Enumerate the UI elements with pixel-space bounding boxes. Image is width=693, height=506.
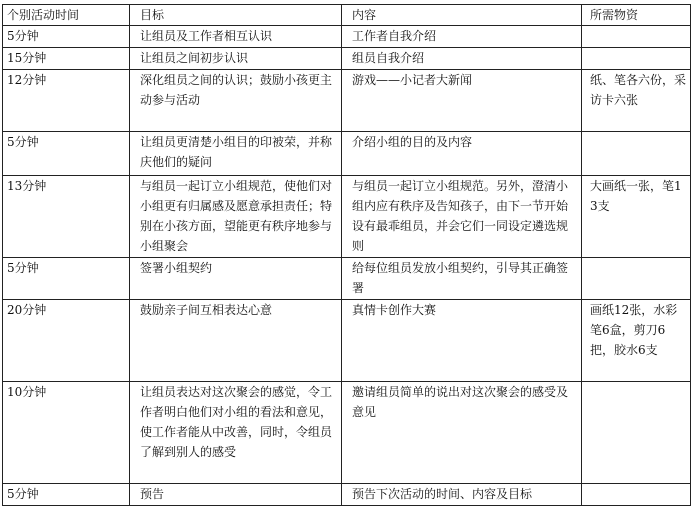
cell-materials — [582, 48, 691, 70]
cell-goal: 签署小组契约 — [130, 258, 342, 300]
cell-goal: 鼓励亲子间互相表达心意 — [130, 300, 342, 382]
cell-time: 5分钟 — [3, 258, 130, 300]
cell-materials: 大画纸一张，笔13支 — [582, 176, 691, 258]
cell-content: 真情卡创作大赛 — [342, 300, 582, 382]
cell-content: 介绍小组的目的及内容 — [342, 132, 582, 176]
cell-time: 5分钟 — [3, 26, 130, 48]
cell-goal: 深化组员之间的认识；鼓励小孩更主动参与活动 — [130, 70, 342, 132]
cell-materials — [582, 26, 691, 48]
cell-content: 预告下次活动的时间、内容及目标 — [342, 484, 582, 506]
table-row — [3, 382, 691, 484]
header-content: 内容 — [342, 5, 582, 26]
cell-content: 给每位组员发放小组契约，引导其正确签署 — [342, 258, 582, 300]
table-row — [3, 70, 691, 132]
header-materials: 所需物资 — [582, 5, 691, 26]
table-row — [3, 48, 691, 70]
cell-goal: 与组员一起订立小组规范，使他们对小组更有归属感及愿意承担责任；特别在小孩方面，望能更有秩序地参与小组聚会 — [130, 176, 342, 258]
cell-time: 13分钟 — [3, 176, 130, 258]
cell-time: 5分钟 — [3, 484, 130, 506]
header-time: 个别活动时间 — [3, 5, 130, 26]
activity-schedule-table — [2, 4, 691, 506]
table-row — [3, 484, 691, 506]
cell-goal: 预告 — [130, 484, 342, 506]
cell-materials: 画纸12张，水彩笔6盒，剪刀6把，胶水6支 — [582, 300, 691, 382]
cell-materials: 纸、笔各六份，采访卡六张 — [582, 70, 691, 132]
cell-materials — [582, 484, 691, 506]
cell-content: 工作者自我介绍 — [342, 26, 582, 48]
table-row — [3, 176, 691, 258]
cell-materials — [582, 382, 691, 484]
cell-time: 10分钟 — [3, 382, 130, 484]
cell-time: 5分钟 — [3, 132, 130, 176]
cell-time: 12分钟 — [3, 70, 130, 132]
table-header-row — [3, 5, 691, 26]
cell-content: 组员自我介绍 — [342, 48, 582, 70]
header-goal: 目标 — [130, 5, 342, 26]
cell-goal: 让组员及工作者相互认识 — [130, 26, 342, 48]
table-row — [3, 26, 691, 48]
table-row — [3, 258, 691, 300]
cell-materials — [582, 258, 691, 300]
cell-goal: 让组员更清楚小组目的印被荣，并称庆他们的疑问 — [130, 132, 342, 176]
cell-time: 15分钟 — [3, 48, 130, 70]
cell-content: 邀请组员简单的说出对这次聚会的感受及意见 — [342, 382, 582, 484]
cell-content: 与组员一起订立小组规范。另外，澄清小组内应有秩序及告知孩子，由下一节开始设有最乖组员，并会它们一同设定遴选规则 — [342, 176, 582, 258]
cell-goal: 让组员表达对这次聚会的感觉，令工作者明白他们对小组的看法和意见，使工作者能从中改善，同时，令组员了解到别人的感受 — [130, 382, 342, 484]
cell-goal: 让组员之间初步认识 — [130, 48, 342, 70]
table-row — [3, 132, 691, 176]
table-row — [3, 300, 691, 382]
cell-materials — [582, 132, 691, 176]
table-body — [3, 26, 691, 506]
cell-content: 游戏——小记者大新闻 — [342, 70, 582, 132]
cell-time: 20分钟 — [3, 300, 130, 382]
